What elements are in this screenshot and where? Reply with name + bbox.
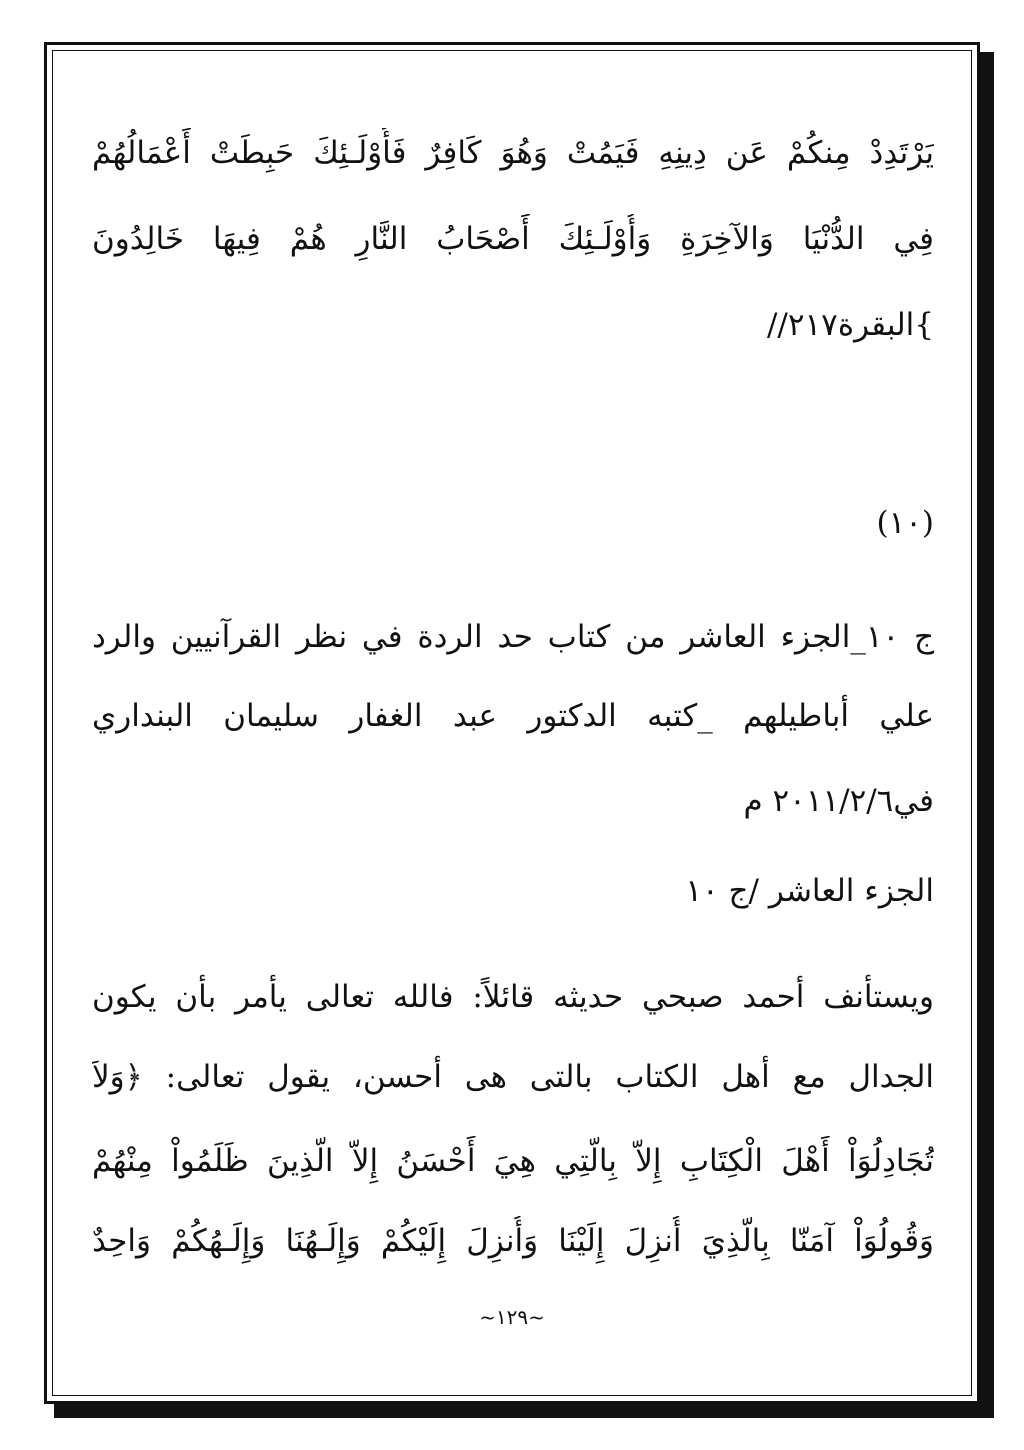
article-title-line-2: علي أباطيلهم _كتبه الدكتور عبد الغفار سليمان البنداري [92, 698, 934, 734]
article-title-line-1: ج ١٠_الجزء العاشر من كتاب حد الردة في نظر القرآنيين والرد [92, 619, 934, 655]
page-number: ~١٢٩~ [479, 1305, 545, 1329]
article-date: في٢٠١١/٢/٦ م [743, 783, 934, 819]
body-line-3: تُجَادِلُوَاْ أَهْلَ الْكِتَابِ إِلاّ بِالّتِي هِيَ أَحْسَنُ إِلاّ الّذِينَ ظَلَمُواْ مِنْهُمْ [92, 1143, 934, 1179]
body-line-4: وَقُولُوَاْ آمَنّا بِالّذِيَ أُنزِلَ إِلَيْنَا وَأُنزِلَ إِلَيْكُمْ وَإِلَـهُنَا وَإِلَـهُكُمْ وَاحِدٌ [92, 1223, 934, 1259]
verse-citation: }البقرة٢١٧// [766, 307, 934, 343]
verse-line-2: فِي الدُّنْيَا وَالآخِرَةِ وَأُوْلَـئِكَ أَصْحَابُ النَّارِ هُمْ فِيهَا خَالِدُونَ [92, 221, 934, 257]
section-heading: الجزء العاشر /ج ١٠ [685, 873, 934, 909]
section-number: (١٠) [876, 505, 934, 541]
page-content [92, 0, 934, 1450]
body-line-1: ويستأنف أحمد صبحي حديثه قائلاً: فالله تعالى يأمر بأن يكون [92, 979, 934, 1015]
verse-line-1: يَرْتَدِدْ مِنكُمْ عَن دِينِهِ فَيَمُتْ وَهُوَ كَافِرٌ فَأُوْلَـئِكَ حَبِطَتْ أَعْمَالُهُمْ [92, 135, 934, 171]
body-line-2: الجدال مع أهل الكتاب بالتى هى أحسن، يقول تعالى: ﴿وَلاَ [92, 1059, 934, 1095]
